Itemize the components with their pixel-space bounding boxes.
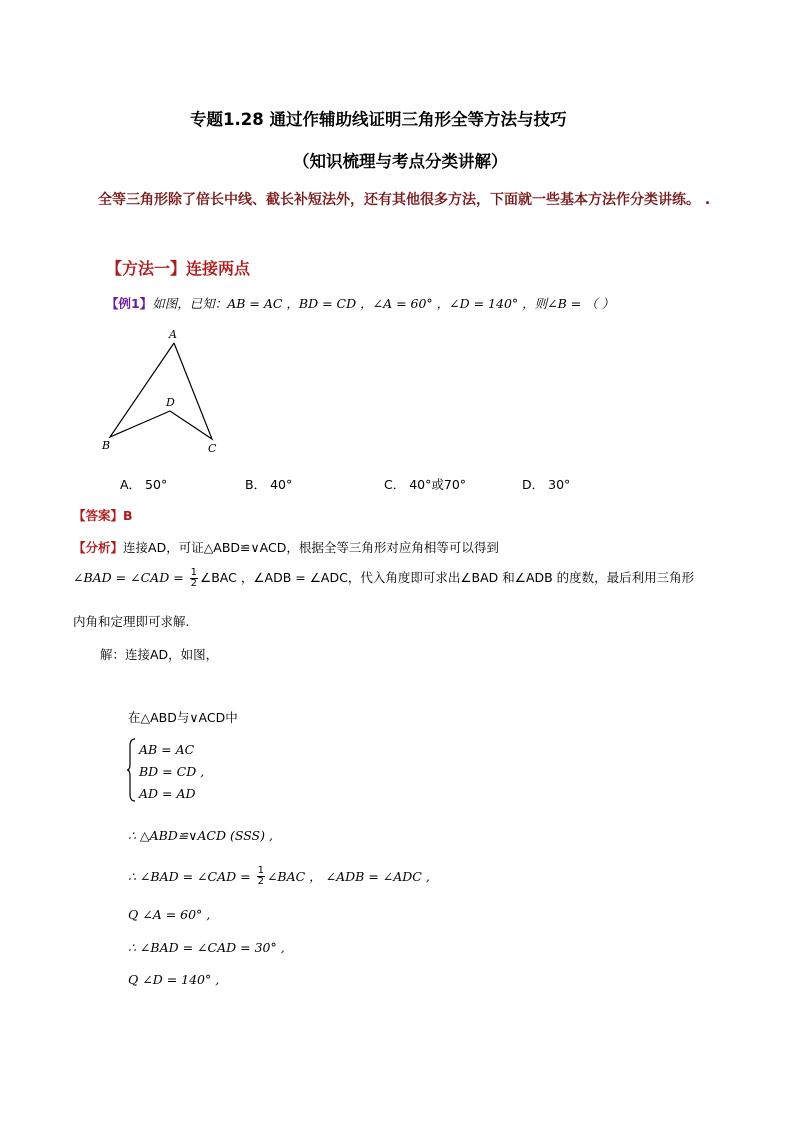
choice-a-text: 50° (145, 477, 168, 492)
choice-d (522, 475, 570, 493)
method-heading: 【方法一】连接两点 (106, 259, 251, 278)
step2-frac-num: 1 (257, 865, 264, 876)
step2-text-a: ∴ ∠BAD = ∠CAD = (128, 869, 255, 884)
analysis-line-1 (73, 538, 499, 556)
choice-c (384, 475, 466, 493)
solution-step-4: ∴ ∠BAD = ∠CAD = 30° , (128, 940, 285, 955)
solution-intro: 解：连接AD，如图， (100, 647, 219, 662)
figure-lines (110, 343, 212, 439)
choice-c-text: 40°或70° (409, 477, 467, 492)
step2-text-b: ∠BAC ， ∠ADB = ∠ADC , (266, 869, 430, 884)
label-a: A (169, 328, 177, 341)
choice-d-text: 30° (548, 477, 571, 492)
system-line-2: BD = CD , (139, 764, 205, 779)
triangle-figure (100, 325, 230, 455)
choice-b-text: 40° (270, 477, 293, 492)
example-text: 如图，已知：AB = AC ，BD = CD ，∠A = 60° ，∠D = 140° ，则∠B = （ ） (152, 296, 615, 311)
document-subtitle: （知识梳理与考点分类讲解） (293, 152, 508, 171)
choice-d-letter: D． (522, 477, 545, 492)
step2-frac-den: 2 (257, 876, 264, 887)
analysis-frac-den: 2 (190, 578, 198, 589)
choice-b (245, 475, 292, 493)
example-question (106, 294, 614, 312)
solution-step-2 (128, 866, 430, 887)
analysis-frac-num: 1 (190, 567, 198, 578)
document-title: 专题1.28 通过作辅助线证明三角形全等方法与技巧 (190, 110, 567, 129)
label-b: B (102, 439, 111, 452)
answer-value: B (123, 508, 133, 523)
analysis-line-2 (73, 568, 694, 589)
example-tag: 【例1】 (106, 296, 153, 311)
answer-line (73, 506, 133, 524)
choice-a-letter: A． (120, 477, 142, 492)
solution-step-5: Q ∠D = 140° , (128, 972, 220, 987)
label-d: D (166, 396, 175, 409)
analysis-tag: 【分析】 (73, 540, 124, 555)
system-line-1: AB = AC (139, 742, 195, 757)
label-c: C (208, 442, 217, 455)
step2-fraction (257, 866, 265, 887)
choice-c-letter: C． (384, 477, 406, 492)
system-line-3: AD = AD (139, 786, 196, 801)
solution-step-1: ∴ △ABD≌∨ACD (SSS) , (128, 828, 273, 843)
analysis-text-2a: ∠BAD = ∠CAD = (73, 570, 188, 585)
analysis-text-2b: ∠BAC ，∠ADB = ∠ADC，代入角度即可求出∠BAD 和∠ADB 的度数，最后利用三角形 (200, 570, 695, 585)
solution-in-text: 在△ABD与∨ACD中 (128, 710, 238, 725)
analysis-text-1: 连接AD，可证△ABD≌∨ACD，根据全等三角形对应角相等可以得到 (123, 540, 499, 555)
system-brace (127, 738, 135, 802)
solution-step-3: Q ∠A = 60° , (128, 907, 211, 922)
analysis-fraction (190, 568, 198, 589)
answer-tag: 【答案】 (73, 508, 124, 523)
choice-b-letter: B． (245, 477, 267, 492)
analysis-line-3: 内角和定理即可求解. (73, 614, 190, 629)
choice-a (120, 475, 167, 493)
intro-paragraph: 全等三角形除了倍长中线、截长补短法外，还有其他很多方法，下面就一些基本方法作分类讲练。 . (98, 192, 711, 208)
